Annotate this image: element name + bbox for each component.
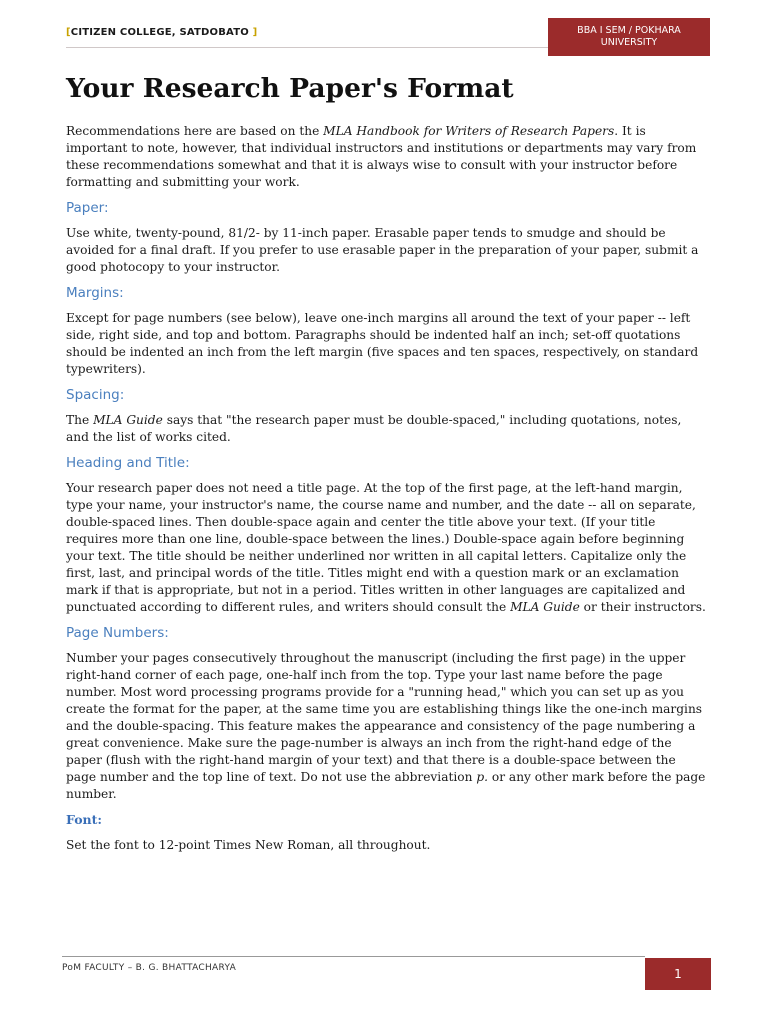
section-text-page-numbers: Number your pages consecutively throughout the manuscript (including the first page) in the upper right-hand corner of each page, one-half inch from the top. Type your last name before the page number. Most word processing programs provide for a "running head," which you can set up as you create the format for the paper, at the same time you are establishing things like the one-inch margins and the double-spacing. This feature makes the appearance and consistency of the page numbering a great convenience. Make sure the page-number is always an inch from the right-hand edge of the paper (flush with the right-hand margin of your text) and that there is a double-space between the page number and the top line of text. Do not use the abbreviation p. or any other mark before the page number. [66,651,706,801]
footer-author: PoM FACULTY – B. G. BHATTACHARYA [62,963,237,973]
section-heading-margins: Margins: [66,285,124,301]
college-name: [CITIZEN COLLEGE, SATDOBATO ] [66,27,258,38]
section-text-margins: Except for page numbers (see below), leave one-inch margins all around the text of your paper -- left side, right side, and top and bottom. Paragraphs should be indented half an inch; set-off quotations should be indented an inch from the left margin (five spaces and ten spaces, respectively, on standard typewriters). [66,311,699,376]
document-body [66,123,706,854]
section-text-font: Set the font to 12-point Times New Roman, all throughout. [66,838,431,852]
section-heading-spacing: Spacing: [66,387,125,403]
header-divider [66,47,548,48]
section-text-heading-title: Your research paper does not need a title page. At the top of the first page, at the left-hand margin, type your name, your instructor's name, the course name and number, and the date -- all on separate, double-spaced lines. Then double-space again and center the title above your text. (If your title requires more than one line, double-space between the lines.) Double-space again before beginning your text. The title should be neither underlined nor written in all capital letters. Capitalize only the first, last, and principal words of the title. Titles might end with a question mark or an exclamation mark if that is appropriate, but not in a period. Titles written in other languages are capitalized and punctuated according to different rules, and writers should consult the MLA Guide or their instructors. [66,481,706,614]
page-title: Your Research Paper's Format [66,73,514,104]
section-heading-heading-title: Heading and Title: [66,455,190,471]
intro-paragraph: Recommendations here are based on the MLA Handbook for Writers of Research Papers. It is important to note, however, that individual instructors and institutions or departments may vary from these recommendations somewhat and that it is always wise to consult with your instructor before formatting and submitting your work. [66,124,697,189]
page-number-badge [645,958,711,990]
section-heading-paper: Paper: [66,200,109,216]
footer-divider [62,956,645,957]
section-text-paper: Use white, twenty-pound, 81/2- by 11-inch paper. Erasable paper tends to smudge and should be avoided for a final draft. If you prefer to use erasable paper in the preparation of your paper, submit a good photocopy to your instructor. [66,226,699,274]
section-heading-page-numbers: Page Numbers: [66,625,169,641]
section-heading-font: Font: [66,812,103,827]
course-badge: BBA I SEM / POKHARA UNIVERSITY [548,18,710,56]
page-number: 1 [674,967,682,981]
section-text-spacing: The MLA Guide says that "the research paper must be double-spaced," including quotations, notes, and the list of works cited. [66,413,682,444]
